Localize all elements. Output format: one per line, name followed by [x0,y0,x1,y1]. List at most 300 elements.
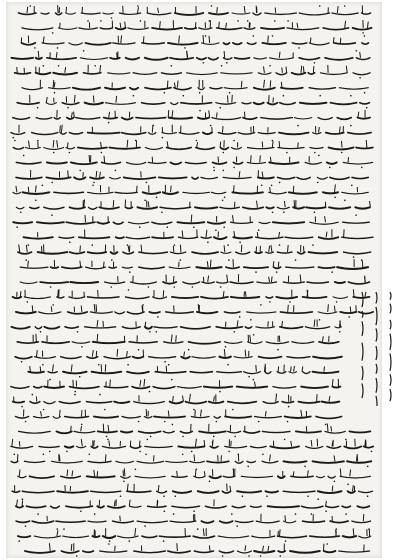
ink-dot [345,439,347,441]
ink-stroke [158,8,159,13]
ink-word [93,342,125,343]
ink-word [364,446,374,447]
ink-word [130,446,141,448]
ink-dot [157,316,159,318]
ink-dot [233,469,235,471]
ink-word [324,551,336,552]
ink-word [297,177,310,179]
ink-word [303,297,327,298]
ink-stroke [268,321,269,327]
ink-dot [276,271,278,273]
ink-word [180,431,192,433]
ink-word [231,222,253,223]
ink-dot [80,510,82,512]
ink-word [205,506,226,508]
ink-dot [22,498,24,500]
ink-word [44,327,59,329]
ink-word [194,551,213,552]
ink-word [143,192,160,194]
ink-stroke [273,98,274,103]
ink-stroke [204,471,205,476]
ink-word [48,372,57,373]
ink-dot [228,451,230,453]
text-line [16,199,370,213]
ink-word [59,237,74,238]
ink-word [232,192,263,193]
ink-stroke [268,546,269,551]
ink-stroke [71,112,72,117]
text-line [11,379,341,393]
ink-stroke [104,262,105,268]
ink-dot [297,125,299,127]
ink-stroke [83,172,84,177]
ink-dot [238,454,240,456]
ink-dot [237,20,239,22]
ink-word [242,103,251,104]
ink-word [91,491,121,492]
ink-stroke [61,125,62,133]
ink-stroke [171,335,172,342]
ink-stroke [120,23,121,28]
ink-word [90,177,104,178]
ink-word [276,297,297,299]
ink-dot [50,286,52,288]
ink-word [284,521,296,523]
ink-dot [345,513,347,515]
margin-ink-word [376,378,377,393]
ink-word [255,417,282,418]
ink-word [269,162,298,164]
ink-dot [20,212,22,214]
ink-stroke [245,291,246,297]
text-line [13,140,373,154]
ink-word [85,103,103,105]
ink-word [164,342,183,343]
ink-word [203,133,212,135]
ink-word [359,491,373,492]
ink-word [258,73,271,74]
ink-word [65,327,78,328]
ink-word [236,252,250,254]
ink-dot [220,107,222,109]
ink-word [108,506,125,508]
ink-dot [164,421,166,423]
ink-stroke [212,440,213,447]
ink-dot [66,451,68,453]
ink-stroke [293,471,294,476]
ink-word [168,43,198,45]
ink-word [126,58,139,60]
ink-word [57,491,88,492]
ink-stroke [293,186,294,193]
ink-dot [234,436,236,438]
ink-word [81,13,100,14]
ink-stroke [58,290,59,297]
ink-word [185,28,196,29]
ink-word [218,133,236,135]
ink-word [44,387,64,388]
ink-dot [89,454,91,456]
ink-stroke [97,320,98,327]
ink-stroke [120,516,121,521]
ink-word [42,342,69,344]
ink-word [148,506,166,507]
ink-word [353,73,370,75]
ink-dot [221,65,223,67]
ink-word [103,536,115,538]
ink-word [198,88,205,90]
ink-dot [361,167,363,169]
ink-word [210,88,222,89]
ink-word [127,491,151,492]
ink-word [233,43,242,44]
ink-word [290,551,320,553]
ink-word [185,162,206,163]
ink-word [313,357,342,359]
ink-stroke [127,140,128,148]
ink-word [281,88,303,89]
ink-dot [104,409,106,411]
ink-word [230,282,253,284]
ink-stroke [232,95,233,103]
ink-word [327,162,337,164]
ink-word [252,536,275,538]
ink-stroke [71,364,72,371]
ink-stroke [346,66,347,73]
ink-stroke [74,95,75,103]
ink-stroke [174,83,175,88]
ink-dot [164,510,166,512]
ink-stroke [138,7,139,13]
ink-stroke [57,530,58,536]
ink-dot [184,47,186,49]
ink-word [247,162,265,163]
ink-dot [18,540,20,542]
ink-dot [272,35,274,37]
text-line [15,349,342,363]
ink-word [179,237,198,238]
ink-stroke [82,7,83,13]
ink-stroke [358,112,359,118]
ink-word [154,327,177,328]
ink-word [69,297,85,299]
ink-word [62,103,79,105]
ink-dot [191,451,193,453]
ink-stroke [276,394,277,402]
ink-stroke [46,97,47,103]
ink-dot [69,241,71,243]
ink-word [266,252,274,253]
ink-dot [286,152,288,154]
ink-dot [161,212,163,214]
ink-dot [248,376,250,378]
ink-dot [23,155,25,157]
ink-stroke [288,245,289,252]
ink-dot [182,436,184,438]
ink-dot [223,152,225,154]
ink-word [145,327,152,329]
ink-word [300,103,327,104]
ink-dot [87,20,89,22]
ink-word [197,58,206,60]
ink-dot [253,334,255,336]
ink-word [110,177,121,179]
ink-dot [199,110,201,112]
ink-word [270,446,299,448]
ink-dot [367,466,369,468]
ink-word [201,237,211,238]
ink-word [142,103,165,105]
ink-dot [123,481,125,483]
ink-word [226,267,239,268]
ink-word [44,402,55,404]
ink-dot [193,409,195,411]
ink-stroke [350,469,351,476]
ink-dot [25,421,27,423]
ink-word [137,461,164,463]
ink-stroke [84,292,85,297]
ink-stroke [143,36,144,43]
ink-dot [355,214,357,216]
ink-word [217,282,229,283]
ink-dot [329,167,331,169]
ink-dot [77,331,79,333]
ink-word [332,13,358,15]
ink-stroke [282,68,283,73]
ink-word [30,207,39,208]
ink-stroke [19,469,20,476]
ink-word [219,357,231,358]
ink-word [177,387,201,389]
ink-stroke [101,142,102,148]
ink-dot [138,349,140,351]
text-line [16,155,372,169]
ink-word [38,252,67,254]
text-line [15,65,371,79]
ink-word [139,431,161,433]
ink-dot [283,212,285,214]
ink-stroke [140,441,141,447]
ink-dot [43,454,45,456]
ink-dot [27,301,29,303]
ink-word [105,282,125,284]
ink-stroke [365,440,366,447]
ink-stroke [302,367,303,372]
ink-word [153,387,175,389]
text-line [19,424,371,438]
ink-stroke [125,22,126,28]
ink-word [328,476,335,478]
ink-stroke [12,439,13,446]
ink-dot [334,481,336,483]
ink-word [301,387,328,388]
margin-ink-word [362,311,363,318]
ink-word [77,446,86,447]
ink-word [131,282,157,284]
ink-word [343,222,370,223]
ink-word [337,267,368,269]
ink-dot [53,152,55,154]
ink-word [355,207,370,208]
ink-stroke [281,82,282,88]
ink-word [109,267,116,268]
ink-word [254,103,264,105]
ink-stroke [278,366,279,371]
ink-word [342,192,369,194]
ink-word [267,103,277,105]
ink-stroke [148,202,149,208]
ink-word [303,372,310,374]
ink-dot [183,95,185,97]
ink-dot [128,289,130,291]
ink-stroke [357,454,358,461]
ink-word [102,162,121,164]
ink-dot [336,301,338,303]
ink-word [115,312,125,314]
ink-word [342,506,350,507]
ink-dot [101,152,103,154]
ink-dot [213,436,215,438]
ink-dot [279,182,281,184]
text-line [18,528,371,542]
ink-word [327,446,341,448]
margin-ink-word [362,321,363,336]
ink-stroke [154,455,155,461]
ink-stroke [241,245,242,252]
ink-stroke [28,187,29,193]
ink-stroke [80,246,81,253]
ink-word [199,28,212,29]
ink-stroke [325,216,326,222]
ink-word [216,103,236,105]
ink-dot [213,170,215,172]
ink-stroke [117,349,118,357]
ink-stroke [324,366,325,371]
ink-word [87,476,115,477]
ink-dot [57,528,59,530]
ink-stroke [269,246,270,252]
ink-word [133,73,157,75]
ink-dot [108,122,110,124]
ink-word [254,88,275,90]
ink-word [22,28,53,30]
ink-dot [168,364,170,366]
ink-dot [247,466,249,468]
ink-word [166,312,194,313]
ink-word [277,252,292,253]
ink-word [121,431,132,432]
ink-stroke [60,125,61,132]
ink-word [138,207,158,209]
ink-stroke [53,364,54,371]
ink-dot [228,259,230,261]
ink-word [356,148,373,149]
ink-word [278,536,307,538]
ink-word [122,327,140,329]
ink-word [16,521,30,522]
ink-stroke [19,245,20,253]
ink-dot [173,513,175,515]
ink-dot [336,528,338,530]
ink-dot [107,439,109,441]
text-line [11,439,373,453]
text-line [11,454,371,468]
ink-dot [219,391,221,393]
ink-dot [205,35,207,37]
ink-word [13,222,32,223]
ink-stroke [334,455,335,461]
ink-dot [25,259,27,261]
ink-stroke [144,379,145,387]
ink-word [13,402,24,403]
ink-word [238,133,254,135]
ink-word [27,506,46,507]
ink-word [335,282,345,283]
ink-stroke [172,110,173,117]
ink-dot [79,170,81,172]
ink-dot [260,555,262,557]
ink-word [52,461,83,463]
ink-stroke [53,80,54,88]
ink-word [277,372,286,374]
ink-stroke [51,306,52,312]
ink-stroke [234,231,235,237]
ink-word [280,103,296,105]
ink-stroke [209,545,210,551]
ink-dot [269,301,271,303]
ink-word [303,521,325,522]
ink-word [142,536,157,538]
ink-dot [43,409,45,411]
ink-word [362,43,369,44]
ink-stroke [71,544,72,551]
ink-word [196,267,221,268]
ink-stroke [323,544,324,551]
ink-word [109,148,140,149]
ink-word [284,461,307,462]
ink-stroke [110,380,111,387]
ink-stroke [262,142,263,148]
ink-dot [28,244,30,246]
text-line [22,20,372,34]
ink-stroke [223,291,224,297]
ink-stroke [104,156,105,163]
ink-word [170,252,185,254]
ink-dot [32,394,34,396]
ink-stroke [335,184,336,192]
ink-dot [272,212,274,214]
ink-stroke [113,200,114,207]
ink-word [224,88,247,89]
ink-word [57,297,64,298]
ink-word [285,237,313,238]
ink-dot [344,200,346,202]
ink-word [339,551,370,552]
ink-stroke [56,52,57,58]
ink-word [47,162,67,163]
ink-stroke [270,455,271,462]
ink-dot [67,107,69,109]
ink-dot [51,214,53,216]
ink-stroke [291,367,292,372]
ink-word [221,252,231,253]
ink-dot [341,152,343,154]
ink-word [74,431,95,433]
ink-dot [216,421,218,423]
ink-word [310,148,323,149]
ink-word [139,252,168,254]
ink-dot [142,304,144,306]
